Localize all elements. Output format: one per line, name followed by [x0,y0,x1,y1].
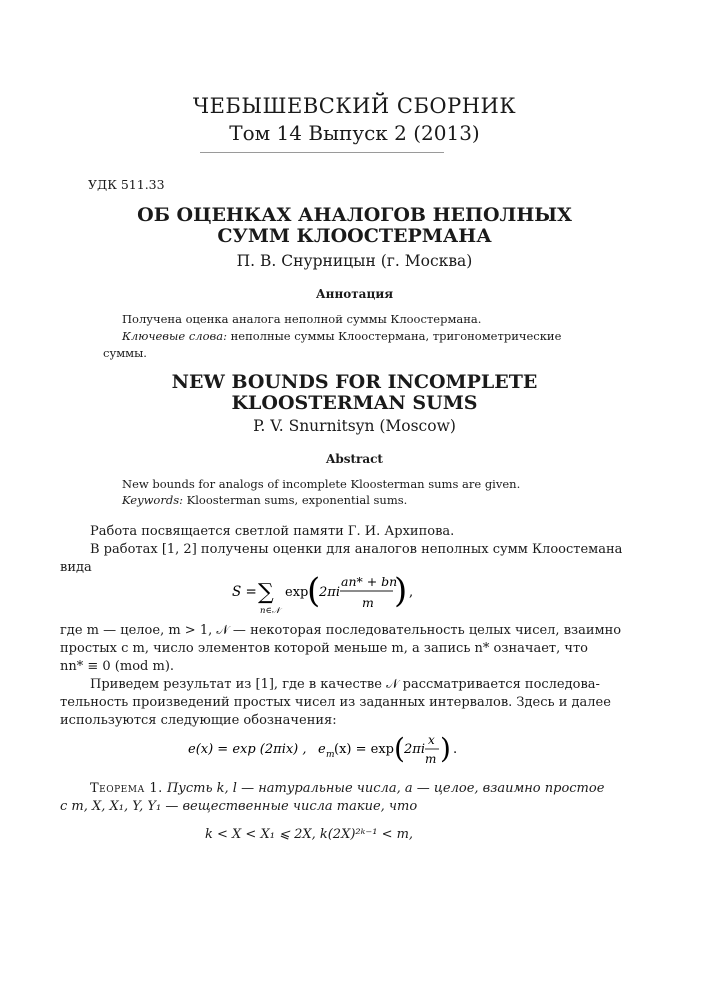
ru-abstract-heading: Аннотация [315,287,394,301]
en-abstract-text: New bounds for analogs of incomplete Kloosterman sums are given. [122,477,521,491]
udk-code: УДК 511.33 [88,177,165,192]
em-denominator: m [425,752,437,766]
theorem-line2: с m, X, X₁, Y, Y₁ — вещественные числа такие, что [60,799,418,814]
ru-keywords-text: неполные суммы Клоостермана, тригонометрические [230,329,562,343]
paragraph3-line3: используются следующие обозначения: [60,713,337,728]
ru-title-line2: СУММ КЛООСТЕРМАНА [217,225,492,247]
paragraph3-line1: Приведем результат из [1], где в качестве 𝒩 рассматривается последова- [90,677,600,692]
em-trailing: . [453,742,458,757]
en-title-line1: NEW BOUNDS FOR INCOMPLETE [171,371,538,393]
exp-definitions [185,730,475,772]
sum-index: n∈𝒩 [260,606,280,616]
journal-title: ЧЕБЫШЕВСКИЙ СБОРНИК [192,94,517,118]
sum-close-paren: ) [394,571,408,611]
ru-author: П. В. Снурницын (г. Москва) [236,252,473,270]
theorem-inequality: k < X < X₁ ⩽ 2X, k(2X)²ᵏ⁻¹ < m, [205,827,414,842]
em-subscript: m [326,750,335,760]
paragraph1-line2: вида [60,560,92,575]
em-numerator: x [428,733,435,747]
ru-abstract-text: Получена оценка аналога неполной суммы Клоостермана. [122,312,482,326]
e-definition: e(x) = exp (2πix) , [188,742,307,757]
theorem-label: Теорема 1. [90,781,163,796]
en-keywords-text: Kloosterman sums, exponential sums. [186,493,408,507]
theorem-statement: Пусть k, l — натуральные числа, a — целое, взаимно простое [166,781,605,796]
sum-numerator: an* + bn [341,574,398,589]
sum-formula [225,568,425,620]
en-keywords-line [122,491,407,509]
theorem-line1 [90,780,604,798]
en-title-line2: KLOOSTERMAN SUMS [231,392,478,414]
sum-exp: exp [285,585,309,600]
sum-lhs: S = [232,584,257,600]
paragraph2-line2: простых с m, число элементов которой меньше m, а запись n* означает, что [60,641,588,656]
dedication: Работа посвящается светлой памяти Г. И. Архипова. [90,524,455,539]
ru-title-line1: ОБ ОЦЕНКАХ АНАЛОГОВ НЕПОЛНЫХ [137,204,572,226]
ru-keywords-line2: суммы. [103,346,147,360]
em-close-paren: ) [440,732,451,765]
en-author: P. V. Snurnitsyn (Moscow) [253,417,456,435]
ru-keywords-line1 [122,327,561,345]
paragraph2-line1: где m — целое, m > 1, 𝒩 — некоторая последовательность целых чисел, взаимно [60,623,622,638]
journal-volume: Том 14 Выпуск 2 (2013) [229,121,480,145]
en-abstract-heading: Abstract [326,452,383,466]
paragraph1-line1: В работах [1, 2] получены оценки для аналогов неполных сумм Клоостемана [90,542,623,557]
en-keywords-label: Keywords: [122,493,183,507]
sum-trailing: , [409,585,414,600]
sum-two-pi-i: 2πi [319,585,340,600]
header-rule [200,152,444,153]
ru-keywords-label: Ключевые слова: [122,329,227,343]
em-lhs: e [318,742,326,757]
sum-denominator: m [362,595,374,610]
paragraph3-line2: тельность произведений простых чисел из заданных интервалов. Здесь и далее [60,695,611,710]
em-two-pi-i: 2πi [404,742,425,757]
paragraph2-line3: nn* ≡ 0 (mod m). [60,659,175,674]
sum-symbol: ∑ [258,580,274,605]
sum-open-paren: ( [307,571,321,611]
em-open-paren: ( [394,732,405,765]
em-mid: (x) = exp [334,742,394,757]
